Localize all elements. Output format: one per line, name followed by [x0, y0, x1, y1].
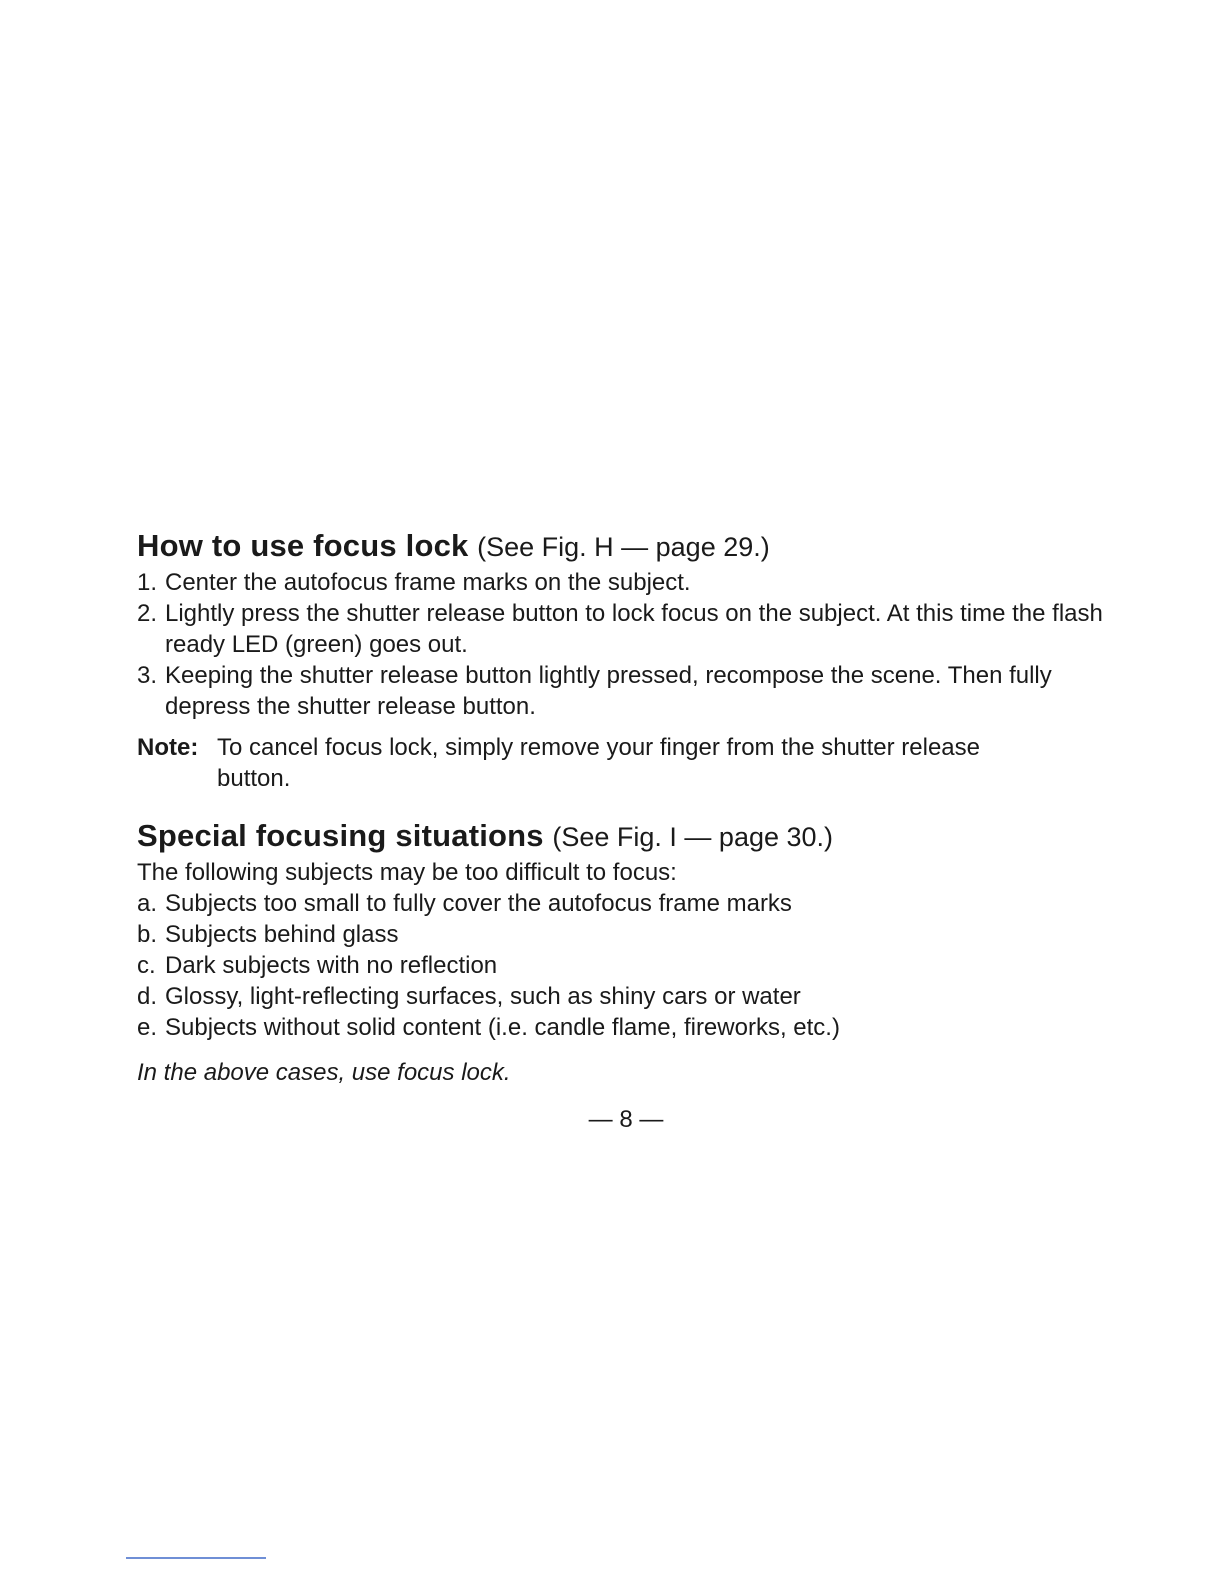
- step-text: Keeping the shutter release button lightly pressed, recompose the scene. Then fully depress the shutter release button.: [165, 662, 1052, 720]
- focus-lock-note: [137, 732, 1127, 794]
- item-text: Subjects behind glass: [165, 921, 399, 948]
- difficult-subjects-list: [137, 888, 1127, 1043]
- special-focusing-heading-figure-ref: (See Fig. I — page 30.): [552, 822, 834, 852]
- focus-lock-heading-title: How to use focus lock: [137, 528, 469, 563]
- item-letter: b.: [137, 921, 158, 948]
- item-text: Subjects too small to fully cover the autofocus frame marks: [165, 890, 792, 917]
- special-focusing-intro: The following subjects may be too difficult to focus:: [137, 859, 677, 886]
- list-item: [137, 950, 1127, 981]
- special-focusing-section: [137, 816, 1127, 1088]
- step-number: 2.: [137, 600, 158, 627]
- focus-lock-step: [137, 567, 1127, 598]
- item-text: Subjects without solid content (i.e. candle flame, fireworks, etc.): [165, 1014, 840, 1041]
- item-letter: e.: [137, 1014, 158, 1041]
- closing-remark: In the above cases, use focus lock.: [137, 1059, 511, 1086]
- list-item: [137, 919, 1127, 950]
- item-letter: d.: [137, 983, 158, 1010]
- footnote-rule: [126, 1557, 266, 1559]
- note-text: To cancel focus lock, simply remove your finger from the shutter release button.: [217, 734, 980, 792]
- special-focusing-heading-title: Special focusing situations: [137, 818, 544, 853]
- focus-lock-step: [137, 598, 1127, 660]
- step-number: 1.: [137, 569, 158, 596]
- list-item: [137, 981, 1127, 1012]
- note-label: Note:: [137, 734, 199, 761]
- focus-lock-steps: [137, 567, 1127, 722]
- item-letter: c.: [137, 952, 156, 979]
- page-number: — 8 —: [588, 1106, 664, 1133]
- step-number: 3.: [137, 662, 158, 689]
- step-text: Center the autofocus frame marks on the subject.: [165, 569, 691, 596]
- list-item: [137, 888, 1127, 919]
- focus-lock-heading-figure-ref: (See Fig. H — page 29.): [477, 532, 770, 562]
- focus-lock-section: [137, 526, 1127, 794]
- list-item: [137, 1012, 1127, 1043]
- item-letter: a.: [137, 890, 158, 917]
- focus-lock-step: [137, 660, 1127, 722]
- special-focusing-heading: [137, 816, 1127, 857]
- focus-lock-heading: [137, 526, 1127, 567]
- item-text: Dark subjects with no reflection: [165, 952, 498, 979]
- step-text: Lightly press the shutter release button to lock focus on the subject. At this time the flash ready LED (green) goes out.: [165, 600, 1103, 658]
- item-text: Glossy, light-reflecting surfaces, such as shiny cars or water: [165, 983, 801, 1010]
- page-content: [137, 526, 1127, 1088]
